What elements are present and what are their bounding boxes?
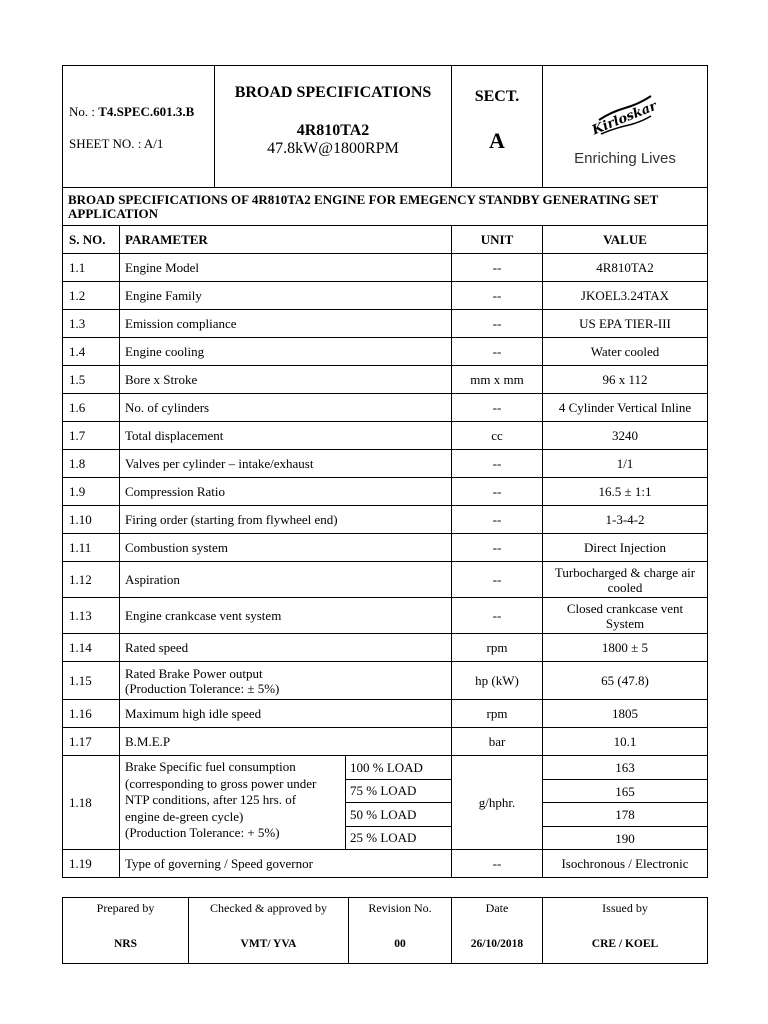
issued-by-cell	[543, 898, 708, 964]
checked-by-cell	[189, 898, 349, 964]
row-sno: 1.1	[63, 254, 120, 282]
row-unit: mm x mm	[452, 366, 543, 394]
prepared-by-label: Prepared by	[96, 901, 155, 915]
load-label: 25 % LOAD	[346, 827, 452, 850]
row-unit: rpm	[452, 634, 543, 662]
row-unit: --	[452, 338, 543, 366]
load-label: 75 % LOAD	[346, 780, 452, 803]
row-parameter: Firing order (starting from flywheel end)	[120, 506, 452, 534]
row-sno: 1.17	[63, 728, 120, 756]
row-parameter: Bore x Stroke	[120, 366, 452, 394]
row-unit: --	[452, 598, 543, 634]
col-header-value: VALUE	[543, 226, 708, 254]
row-parameter	[120, 662, 452, 700]
load-value: 178	[543, 803, 708, 827]
prepared-by-value: NRS	[113, 938, 137, 950]
col-header-parameter: PARAMETER	[120, 226, 452, 254]
row-value	[543, 598, 708, 634]
load-label: 100 % LOAD	[346, 756, 452, 780]
title-cell	[215, 66, 452, 188]
row-unit: --	[452, 850, 543, 878]
row-parameter: B.M.E.P	[120, 728, 452, 756]
row-value: Direct Injection	[543, 534, 708, 562]
table-row	[63, 562, 708, 598]
row-unit: rpm	[452, 700, 543, 728]
row-value: 4R810TA2	[543, 254, 708, 282]
table-row	[63, 850, 708, 878]
row-sno: 1.9	[63, 478, 120, 506]
row-parameter: Engine Family	[120, 282, 452, 310]
prepared-by-cell	[63, 898, 189, 964]
row-parameter: Rated speed	[120, 634, 452, 662]
revision-label: Revision No.	[368, 901, 432, 915]
row-parameter-line: Rated Brake Power output	[125, 665, 263, 681]
row-value: JKOEL3.24TAX	[543, 282, 708, 310]
row-value: 4 Cylinder Vertical Inline	[543, 394, 708, 422]
table-row	[63, 478, 708, 506]
row-unit: hp (kW)	[452, 662, 543, 700]
row-value-line: cooled	[607, 579, 643, 595]
date-value: 26/10/2018	[470, 938, 524, 950]
row-unit: --	[452, 254, 543, 282]
approval-footer	[62, 897, 708, 964]
table-row	[63, 310, 708, 338]
row-value: 16.5 ± 1:1	[543, 478, 708, 506]
row-unit: --	[452, 282, 543, 310]
engine-rating-heading: 47.8kW@1800RPM	[267, 139, 399, 157]
row-parameter: No. of cylinders	[120, 394, 452, 422]
row-parameter: Type of governing / Speed governor	[120, 850, 452, 878]
checked-by-label: Checked & approved by	[210, 901, 327, 915]
row-value: 1800 ± 5	[543, 634, 708, 662]
row-unit: --	[452, 450, 543, 478]
row-value	[543, 562, 708, 598]
table-row	[63, 282, 708, 310]
sheet-number: SHEET NO. : A/1	[69, 135, 164, 151]
revision-value: 00	[394, 938, 406, 950]
row-value: US EPA TIER-III	[543, 310, 708, 338]
logo-cell	[543, 66, 708, 188]
row-value: 96 x 112	[543, 366, 708, 394]
row-unit: g/hphr.	[452, 756, 543, 850]
row-sno: 1.3	[63, 310, 120, 338]
table-row	[63, 598, 708, 634]
bsfc-parameter-line: engine de-green cycle)	[125, 808, 244, 824]
row-unit: --	[452, 562, 543, 598]
load-value: 163	[543, 756, 708, 780]
row-value: 1805	[543, 700, 708, 728]
doc-number: No. : T4.SPEC.601.3.B	[69, 103, 195, 119]
bsfc-parameter-line: NTP conditions, after 125 hrs. of	[125, 792, 297, 807]
row-parameter: Total displacement	[120, 422, 452, 450]
row-parameter: Compression Ratio	[120, 478, 452, 506]
row-sno: 1.7	[63, 422, 120, 450]
doc-number-cell	[63, 66, 215, 188]
logo-wordmark: Kirloskar	[589, 98, 659, 139]
row-unit: --	[452, 478, 543, 506]
table-row	[63, 254, 708, 282]
revision-cell	[349, 898, 452, 964]
row-sno: 1.2	[63, 282, 120, 310]
row-sno: 1.19	[63, 850, 120, 878]
table-row	[63, 394, 708, 422]
row-parameter-line: (Production Tolerance: ± 5%)	[125, 680, 280, 696]
date-label: Date	[485, 901, 509, 915]
row-sno: 1.5	[63, 366, 120, 394]
row-unit: cc	[452, 422, 543, 450]
section-cell	[452, 66, 543, 188]
row-sno: 1.16	[63, 700, 120, 728]
table-header-row	[63, 226, 708, 254]
table-row	[63, 700, 708, 728]
row-unit: --	[452, 310, 543, 338]
row-unit: bar	[452, 728, 543, 756]
spec-banner: BROAD SPECIFICATIONS OF 4R810TA2 ENGINE FOR EMEGENCY STANDBY GENERATING SET APPLICATION	[63, 188, 708, 226]
row-value: Water cooled	[543, 338, 708, 366]
document-header	[62, 65, 708, 188]
row-value: 1/1	[543, 450, 708, 478]
table-row	[63, 534, 708, 562]
table-row	[63, 338, 708, 366]
row-sno: 1.4	[63, 338, 120, 366]
spec-table	[62, 187, 708, 878]
date-cell	[452, 898, 543, 964]
table-row	[63, 662, 708, 700]
table-row	[63, 728, 708, 756]
section-label: SECT.	[474, 87, 520, 105]
row-value-line: Turbocharged & charge air	[554, 564, 696, 580]
row-value: 65 (47.8)	[543, 662, 708, 700]
bsfc-parameter	[120, 756, 346, 850]
table-row	[63, 366, 708, 394]
col-header-unit: UNIT	[452, 226, 543, 254]
load-value: 165	[543, 780, 708, 803]
issued-by-label: Issued by	[602, 901, 648, 915]
table-row	[63, 422, 708, 450]
bsfc-parameter-line: (corresponding to gross power under	[125, 775, 317, 791]
row-parameter: Valves per cylinder – intake/exhaust	[120, 450, 452, 478]
row-unit: --	[452, 394, 543, 422]
page-title: BROAD SPECIFICATIONS	[234, 83, 432, 101]
table-row	[63, 450, 708, 478]
row-unit: --	[452, 534, 543, 562]
row-value: 10.1	[543, 728, 708, 756]
section-value: A	[489, 127, 505, 153]
row-sno: 1.6	[63, 394, 120, 422]
row-sno: 1.11	[63, 534, 120, 562]
row-parameter: Engine Model	[120, 254, 452, 282]
row-sno: 1.8	[63, 450, 120, 478]
row-sno: 1.15	[63, 662, 120, 700]
table-row	[63, 634, 708, 662]
row-sno: 1.12	[63, 562, 120, 598]
row-unit: --	[452, 506, 543, 534]
checked-by-value: VMT/ YVA	[240, 938, 297, 950]
row-parameter: Aspiration	[120, 562, 452, 598]
tagline: Enriching Lives	[574, 150, 676, 167]
row-parameter: Maximum high idle speed	[120, 700, 452, 728]
load-label: 50 % LOAD	[346, 803, 452, 827]
row-value-line: System	[605, 615, 645, 631]
row-value: 1-3-4-2	[543, 506, 708, 534]
engine-model-heading: 4R810TA2	[296, 121, 370, 139]
issued-by-value: CRE / KOEL	[591, 938, 659, 950]
row-sno: 1.10	[63, 506, 120, 534]
row-parameter: Engine crankcase vent system	[120, 598, 452, 634]
row-sno: 1.18	[63, 756, 120, 850]
row-value: Isochronous / Electronic	[543, 850, 708, 878]
table-row	[63, 506, 708, 534]
row-sno: 1.14	[63, 634, 120, 662]
row-value-line: Closed crankcase vent	[566, 600, 684, 616]
row-value: 3240	[543, 422, 708, 450]
bsfc-parameter-line: Brake Specific fuel consumption	[125, 759, 296, 774]
kirloskar-logo	[543, 90, 707, 148]
row-parameter: Emission compliance	[120, 310, 452, 338]
row-sno: 1.13	[63, 598, 120, 634]
row-parameter: Combustion system	[120, 534, 452, 562]
row-parameter: Engine cooling	[120, 338, 452, 366]
col-header-sno: S. NO.	[63, 226, 120, 254]
bsfc-parameter-line: (Production Tolerance: + 5%)	[125, 825, 280, 840]
bsfc-row	[63, 756, 708, 780]
load-value: 190	[543, 827, 708, 850]
